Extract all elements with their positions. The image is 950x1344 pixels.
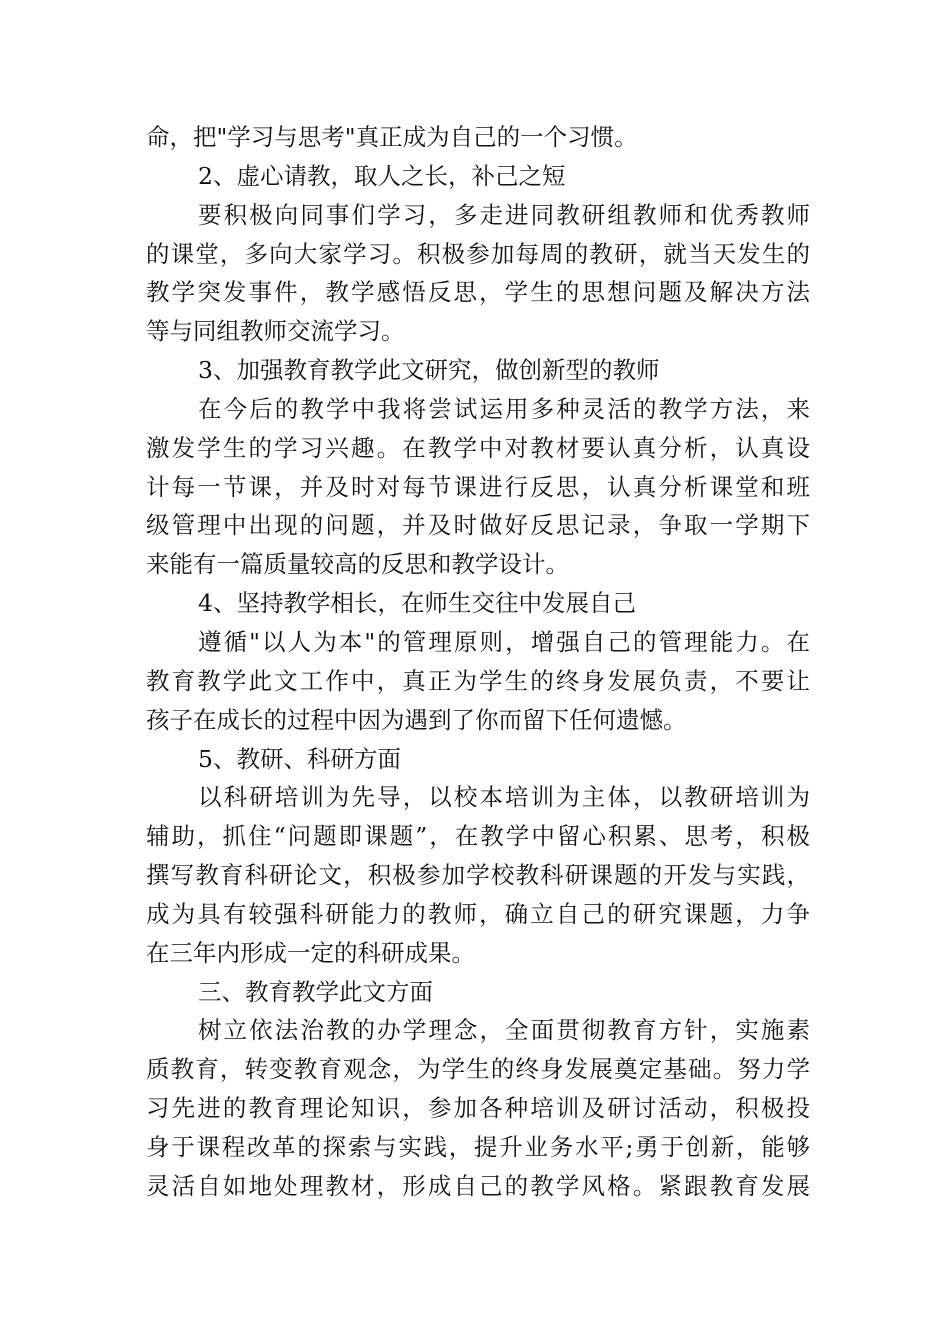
text-line: 孩子在成长的过程中因为遇到了你而留下任何遗憾。 (146, 705, 687, 734)
text-line: 撰写教育科研论文，积极参加学校教科研课题的开发与实践， (146, 861, 810, 890)
section-heading: 5、教研、科研方面 (198, 744, 401, 773)
text-line: 质教育，转变教育观念，为学生的终身发展奠定基础。努力学 (146, 1055, 810, 1084)
document-page (146, 118, 810, 1206)
section-heading: 三、教育教学此文方面 (198, 977, 433, 1006)
text-line: 身于课程改革的探索与实践，提升业务水平;勇于创新，能够 (146, 1132, 810, 1161)
section-heading: 2、虚心请教，取人之长，补己之短 (198, 161, 566, 190)
text-line: 激发学生的学习兴趣。在教学中对教材要认真分析，认真设 (146, 433, 810, 462)
text-line: 树立依法治教的办学理念，全面贯彻教育方针，实施素 (198, 1016, 810, 1045)
text-line: 辅助，抓住“问题即课题”，在教学中留心积累、思考，积极 (146, 822, 810, 851)
section-heading: 3、加强教育教学此文研究，做创新型的教师 (198, 356, 660, 385)
text-line: 教育教学此文工作中，真正为学生的终身发展负责，不要让 (146, 666, 810, 695)
text-line: 成为具有较强科研能力的教师，确立自己的研究课题，力争 (146, 899, 810, 928)
section-heading: 4、坚持教学相长，在师生交往中发展自己 (198, 589, 636, 618)
text-line: 在三年内形成一定的科研成果。 (146, 938, 475, 967)
text-line: 教学突发事件，教学感悟反思，学生的思想问题及解决方法 (146, 278, 810, 307)
text-line: 以科研培训为先导，以校本培训为主体，以教研培训为 (198, 783, 810, 812)
text-line: 级管理中出现的问题，并及时做好反思记录，争取一学期下 (146, 511, 810, 540)
text-line: 等与同组教师交流学习。 (146, 317, 405, 346)
text-line: 要积极向同事们学习，多走进同教研组教师和优秀教师 (198, 200, 810, 229)
text-line: 计每一节课，并及时对每节课进行反思，认真分析课堂和班 (146, 472, 810, 501)
text-line: 灵活自如地处理教材，形成自己的教学风格。紧跟教育发展 (146, 1171, 810, 1200)
text-line: 遵循"以人为本"的管理原则，增强自己的管理能力。在 (198, 627, 810, 656)
text-line: 命，把"学习与思考"真正成为自己的一个习惯。 (146, 123, 638, 151)
text-line: 来能有一篇质量较高的反思和教学设计。 (146, 550, 569, 579)
text-line: 习先进的教育理论知识，参加各种培训及研讨活动，积极投 (146, 1094, 810, 1123)
text-line: 在今后的教学中我将尝试运用多种灵活的教学方法，来 (198, 394, 810, 423)
text-line: 的课堂，多向大家学习。积极参加每周的教研，就当天发生的 (146, 239, 810, 268)
